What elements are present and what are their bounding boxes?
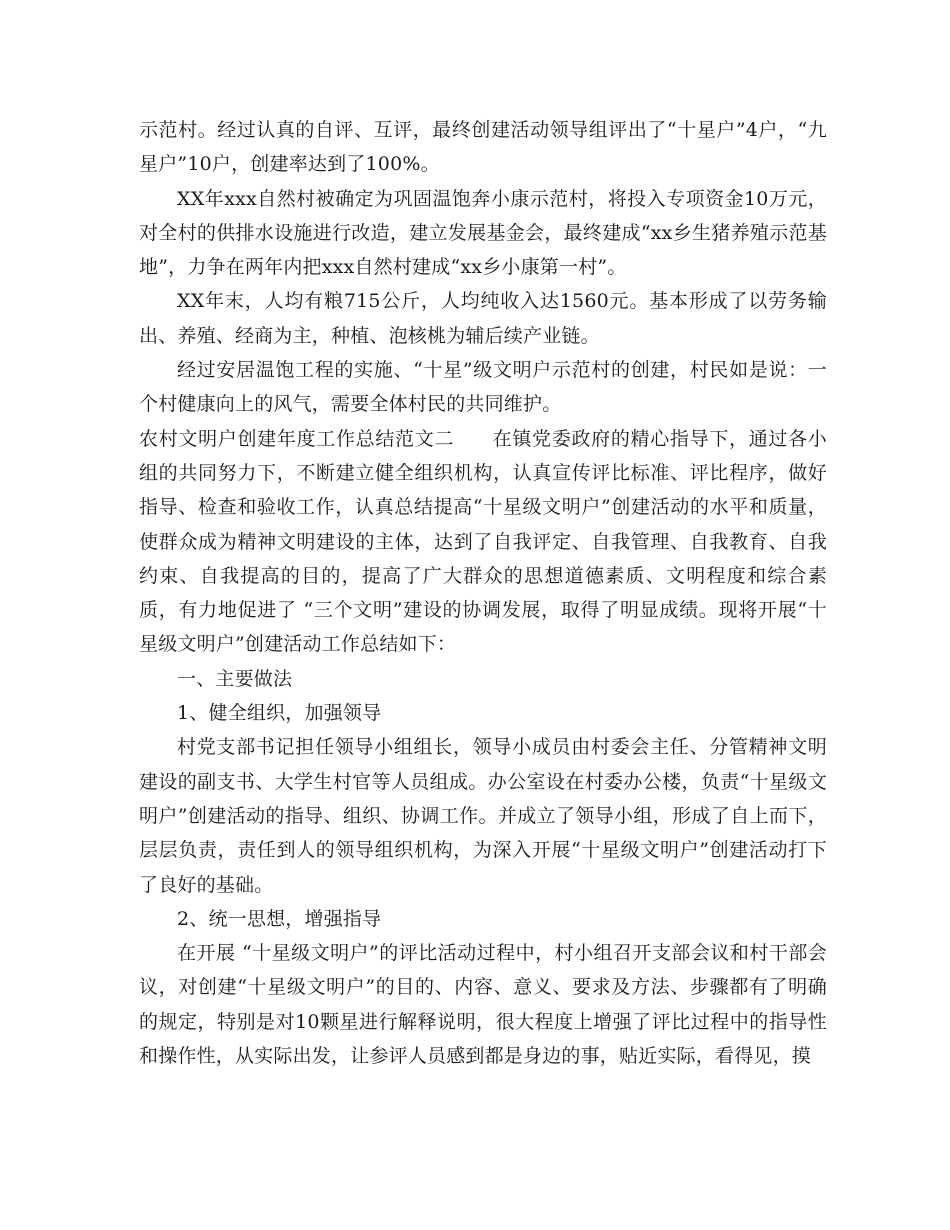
section-intro: 在镇党委政府的精心指导下，通过各小组的共同努力下，不断建立健全组织机构，认真宣传评比标准、评比程序，做好指导、检查和验收工作，认真总结提高“十星级文明户”创建活动的水平和质量，使群众成为精神文明建设的主体，达到了自我评定、自我管理、自我教育、自我约束、自我提高的目的，提高了广大群众的思想道德素质、文明程度和综合素质，有力地促进了 “三个文明”建设的协调发展，取得了明显成绩。现将开展“十星级文明户”创建活动工作总结如下： [139,427,828,656]
section-paragraph [139,422,827,662]
paragraph: XX年xxx自然村被确定为巩固温饱奔小康示范村，将投入专项资金10万元，对全村的供排水设施进行改造，建立发展基金会，最终建成“xx乡生猪养殖示范基地”，力争在两年内把xxx自然村建成“xx乡小康第一村”。 [139,187,827,279]
paragraph: XX年末，人均有粮715公斤，人均纯收入达1560元。基本形成了以劳务输出、养殖、经商为主，种植、泡核桃为辅后续产业链。 [139,290,827,347]
paragraph: 经过安居温饱工程的实施、“十星”级文明户示范村的创建，村民如是说：一个村健康向上的风气，需要全体村民的共同维护。 [139,359,827,416]
document-body [139,113,827,1073]
subheading-guidance: 2、统一思想，增强指导 [177,907,382,930]
section-title: 农村文明户创建年度工作总结范文二 [139,427,455,450]
paragraph: 示范村。经过认真的自评、互评，最终创建活动领导组评出了“十星户”4户，“九星户”10户，创建率达到了100%。 [139,119,827,176]
subheading-organization: 1、健全组织，加强领导 [177,702,382,725]
paragraph: 在开展 “十星级文明户”的评比活动过程中，村小组召开支部会议和村干部会议，对创建“十星级文明户”的目的、内容、意义、要求及方法、步骤都有了明确的规定，特别是对10颗星进行解释说明，很大程度上增强了评比过程中的指导性和操作性，从实际出发，让参评人员感到都是身边的事，贴近实际，看得见，摸 [139,942,827,1068]
paragraph: 村党支部书记担任领导小组组长，领导小成员由村委会主任、分管精神文明建设的副支书、大学生村官等人员组成。办公室设在村委办公楼，负责“十星级文明户”创建活动的指导、组织、协调工作。并成立了领导小组，形成了自上而下，层层负责，责任到人的领导组织机构，为深入开展“十星级文明户”创建活动打下了良好的基础。 [139,736,827,896]
heading-main-practices: 一、主要做法 [177,667,293,690]
